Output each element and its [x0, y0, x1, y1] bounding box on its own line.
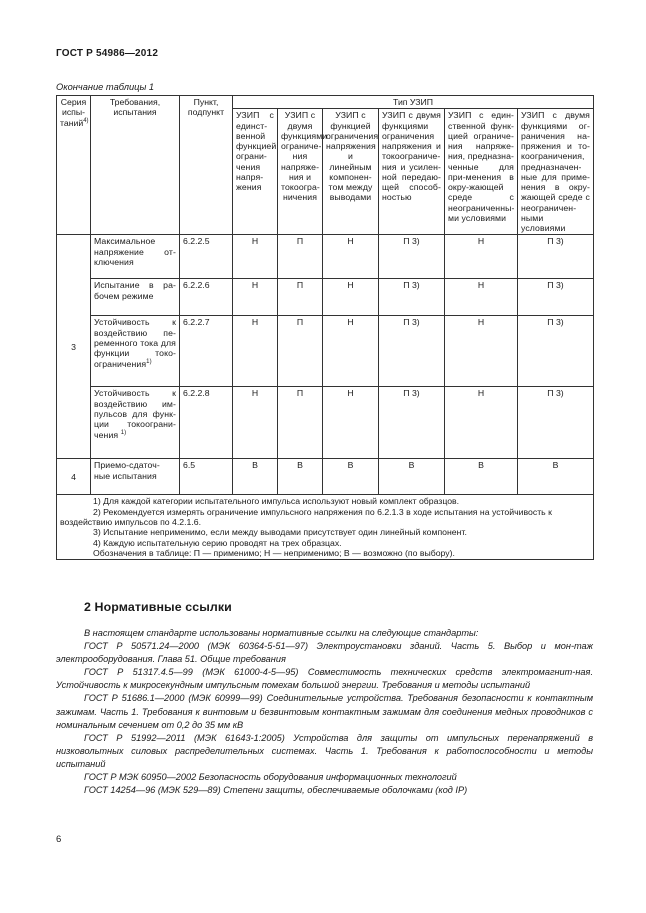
reference-item: ГОСТ Р 51992—2011 (МЭК 61643-1:2005) Устройства для защиты от импульсных перенапряжений в низковольтных силовых распределительных системах. Часть 1. Требования к работоспособности и методы испытаний	[56, 732, 593, 769]
value-cell: Н	[445, 279, 518, 316]
table-row	[57, 316, 594, 387]
normative-references	[56, 627, 593, 797]
table-row	[57, 235, 594, 279]
document-header: ГОСТ Р 54986—2012	[56, 48, 159, 59]
value-cell: П 3)	[379, 387, 445, 459]
value-cell: В	[323, 459, 379, 495]
requirement-cell: Устойчивость к воздействию им-пульсов для функ-ции токоограни-чения $^{1)}$	[91, 387, 180, 459]
value-cell: Н	[323, 316, 379, 387]
requirement-cell: Испытание в ра-бочем режиме	[91, 279, 180, 316]
value-cell: В	[518, 459, 594, 495]
reference-item: ГОСТ Р 51317.4.5—99 (МЭК 61000-4-5—95) Совместимость технических средств электромагнит-ная. Устойчивость к микросекундным импульсным помехам большой энергии. Требования и методы испытаний	[56, 667, 593, 691]
clause-cell: 6.2.2.7	[180, 316, 233, 387]
value-cell: Н	[445, 235, 518, 279]
clause-cell: 6.5	[180, 459, 233, 495]
reference-item: ГОСТ Р МЭК 60950—2002 Безопасность оборудования информационных технологий	[84, 772, 457, 783]
value-cell: Н	[233, 279, 278, 316]
value-cell: П	[278, 279, 323, 316]
spd-type-header: Тип УЗИП	[233, 96, 594, 109]
value-cell: П 3)	[518, 387, 594, 459]
reference-item: ГОСТ Р 50571.24—2000 (МЭК 60364-5-51—97) Электроустановки зданий. Часть 5. Выбор и мон-таж электрооборудования. Глава 51. Общие требования	[56, 641, 593, 665]
reference-item: ГОСТ 14254—96 (МЭК 529—89) Степени защиты, обеспечиваемые оболочками (код IP)	[84, 785, 468, 796]
value-cell: Н	[233, 316, 278, 387]
table-row	[57, 459, 594, 495]
value-cell: В	[379, 459, 445, 495]
value-cell: Н	[445, 316, 518, 387]
value-cell: П	[278, 235, 323, 279]
section-heading: 2 Нормативные ссылки	[84, 600, 232, 614]
reference-item: ГОСТ Р 51686.1—2000 (МЭК 60999—99) Соединительные устройства. Требования безопасности к контактным зажимам. Часть 1. Требования к винтовым и безвинтовым контактным зажимам для соединения медных проводников с номинальным сечением от 0,2 до 35 мм кВ	[56, 693, 593, 730]
table-note: 2) Рекомендуется измерять ограничение импульсного напряжения по 6.2.1.3 в ходе испытания на устойчивость к воздействию импульсов по 4.2.1.6.	[60, 506, 552, 527]
value-cell: П 3)	[379, 235, 445, 279]
series-cell: 3	[57, 235, 91, 459]
value-cell: П 3)	[379, 279, 445, 316]
clause-header: Пункт, подпункт	[180, 96, 233, 235]
spd-type-col-5: УЗИП с един-ственной функ-цией ограниче-ния напряже-ния, предназна-ченные для при-менения в окру-жающей среде с неограниченны-ми условиями	[445, 109, 518, 235]
requirements-header: Требования, испытания	[91, 96, 180, 235]
value-cell: П	[278, 316, 323, 387]
paragraph: В настоящем стандарте использованы нормативные ссылки на следующие стандарты:	[84, 628, 479, 638]
value-cell: В	[278, 459, 323, 495]
value-cell: П 3)	[518, 279, 594, 316]
page-number: 6	[56, 834, 62, 845]
spd-type-col-6: УЗИП с двумя функциями ог-раничения на-пряжения и то-коограничения, предназначен-ные для приме-нения в окру-жающей среде с неограничен-ными условиями	[518, 109, 594, 235]
requirement-cell: Приемо-сдаточ-ные испытания	[91, 459, 180, 495]
table-row	[57, 279, 594, 316]
clause-cell: 6.2.2.5	[180, 235, 233, 279]
spd-type-col-2: УЗИП с двумя функциями ограниче-ния напряже-ния и токоогра-ничения	[278, 109, 323, 235]
series-cell: 4	[57, 459, 91, 495]
value-cell: Н	[323, 279, 379, 316]
value-cell: П 3)	[518, 316, 594, 387]
table-legend: Обозначения в таблице: П — применимо; Н — неприменимо; В — возможно (по выбору).	[93, 547, 455, 558]
test-sequence-table	[56, 95, 594, 560]
value-cell: Н	[323, 387, 379, 459]
spd-type-col-3: УЗИП с функцией ограничения напряжения и линейным компонен-том между выводами	[323, 109, 379, 235]
table-row	[57, 387, 594, 459]
value-cell: Н	[233, 235, 278, 279]
value-cell: П	[278, 387, 323, 459]
table-note: 4) Каждую испытательную серию проводят на трех образцах.	[93, 537, 342, 548]
value-cell: П 3)	[379, 316, 445, 387]
table-notes	[57, 495, 594, 560]
spd-type-col-4: УЗИП с двумя функциями ограничения напряжения и токоограниче-ния и усилен-ной передаю-щей способ-ностью	[379, 109, 445, 235]
table-continuation-caption: Окончание таблицы 1	[56, 82, 155, 92]
value-cell: В	[445, 459, 518, 495]
value-cell: Н	[233, 387, 278, 459]
spd-type-col-1: УЗИП с единст-венной функцией ограни-чения напря-жения	[233, 109, 278, 235]
clause-cell: 6.2.2.8	[180, 387, 233, 459]
value-cell: В	[233, 459, 278, 495]
requirement-cell: Устойчивость к воздействию пе-ременного тока для функции токо-ограничения$^{1)}$	[91, 316, 180, 387]
series-header: Серия испы-таний$^{4)}$	[57, 96, 91, 235]
value-cell: Н	[445, 387, 518, 459]
table-note: 3) Испытание неприменимо, если между выводами присутствует один линейный компонент.	[93, 527, 467, 538]
clause-cell: 6.2.2.6	[180, 279, 233, 316]
table-note: 1) Для каждой категории испытательного импульса используют новый комплект образцов.	[93, 496, 460, 507]
value-cell: Н	[323, 235, 379, 279]
requirement-cell: Максимальное напряжение от-ключения	[91, 235, 180, 279]
value-cell: П 3)	[518, 235, 594, 279]
